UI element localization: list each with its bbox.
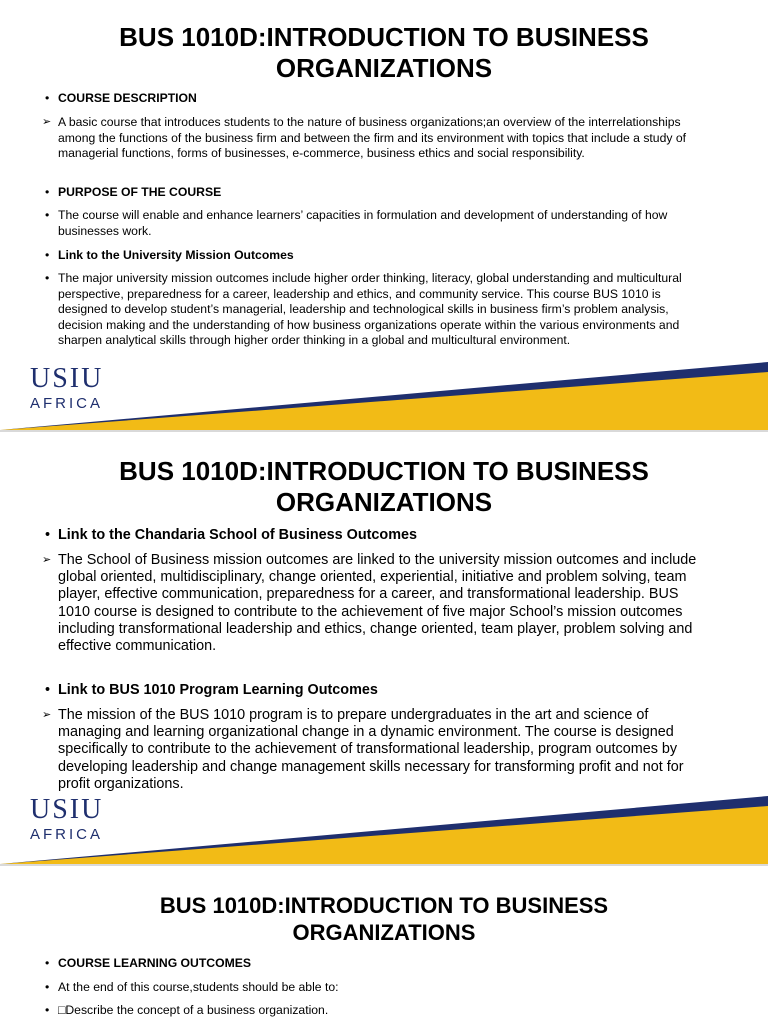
bullet-icon: •: [45, 271, 50, 285]
slide-title: [0, 22, 768, 84]
paragraph: A basic course that introduces students to the nature of business organizations;an overview of the interrelationships among the functions of the business firm and between the firm and its environment with topics that include a study of managerial functions, forms of businesses, e-commerce, business ethics and social responsibility.: [58, 115, 687, 161]
slide-2: [0, 432, 768, 864]
slide-1: [0, 0, 768, 430]
list-item: [42, 552, 698, 655]
paragraph: The course will enable and enhance learners’ capacities in formulation and development of understanding of how businesses work.: [58, 208, 668, 238]
arrow-bullet-icon: ➢: [42, 116, 52, 128]
paragraph: The major university mission outcomes include higher order thinking, literacy, global understanding and multicultural perspective, preparedness for a career, leadership and ethics, and community service. This course BUS 1010 is designed to develop student’s managerial, leadership and technological skills in business firm’s problem analysis, decision making and the understanding of how business organizations operate within the various environments and sharpen analytical skills through higher order thinking in a global and multicultural environment.: [58, 271, 682, 348]
bullet-icon: •: [45, 527, 51, 543]
paragraph: At the end of this course,students should be able to:: [58, 980, 339, 994]
section-heading: Link to the Chandaria School of Business Outcomes: [58, 527, 418, 543]
slide-3: [0, 866, 768, 1024]
section-heading: Link to the University Mission Outcomes: [58, 248, 294, 262]
section-heading: COURSE DESCRIPTION: [58, 91, 197, 105]
slide-title-line-1: BUS 1010D:INTRODUCTION TO BUSINESS: [119, 22, 649, 52]
section-heading: COURSE LEARNING OUTCOMES: [58, 956, 251, 970]
logo-africa-text: AFRICA: [30, 395, 104, 412]
list-item: [45, 980, 698, 996]
slide-title-line-1: BUS 1010D:INTRODUCTION TO BUSINESS: [119, 456, 649, 486]
bullet-icon: •: [45, 980, 50, 994]
list-item: [45, 682, 698, 699]
bullet-icon: •: [45, 248, 50, 262]
slide-title-line-2: ORGANIZATIONS: [292, 920, 476, 945]
bullet-icon: •: [45, 185, 50, 199]
list-item: [42, 115, 698, 162]
slide-title: [0, 456, 768, 518]
list-item: [45, 185, 698, 201]
slide-title-line-1: BUS 1010D:INTRODUCTION TO BUSINESS: [159, 893, 609, 918]
paragraph: The mission of the BUS 1010 program is to prepare undergraduates in the art and science of managing and learning organizational change in a dynamic environment. The course is designed specifically to contribute to the achievement of transformational leadership, program outcomes by developing leadership and change management skills necessary for transforming profit and not for profit organizations.: [58, 707, 684, 792]
bullet-icon: •: [45, 1003, 50, 1017]
slide-title: [0, 892, 768, 946]
slide-title-line-2: ORGANIZATIONS: [275, 53, 493, 83]
list-item: [42, 707, 698, 793]
paragraph: The School of Business mission outcomes are linked to the university mission outcomes and include global oriented, multidisciplinary, change oriented, experiential, initiative and problem solving, team player, effective communication, preparedness for a career, and transformational leadership. BUS 1010 course is designed to contribute to the achievement of five major School’s mission outcomes including transformational leadership and ethics, change oriented, team player, problem solving and effective communication.: [58, 552, 697, 655]
logo-usiu-text: USIU: [30, 794, 104, 825]
slide-title-line-2: ORGANIZATIONS: [275, 487, 493, 517]
bullet-icon: •: [45, 208, 50, 222]
list-item: [45, 527, 698, 544]
arrow-bullet-icon: ➢: [42, 554, 52, 566]
footer-swoosh: [0, 794, 768, 864]
bullet-icon: •: [45, 956, 50, 970]
list-item: [45, 271, 698, 349]
list-item: [45, 91, 698, 107]
logo-usiu-text: USIU: [30, 363, 104, 394]
list-item: [45, 248, 698, 264]
logo-africa-text: AFRICA: [30, 826, 104, 843]
bullet-icon: •: [45, 91, 50, 105]
list-item: [45, 1003, 698, 1019]
section-heading: Link to BUS 1010 Program Learning Outcomes: [58, 682, 378, 698]
section-heading: PURPOSE OF THE COURSE: [58, 185, 222, 199]
arrow-bullet-icon: ➢: [42, 709, 52, 721]
list-item: [45, 956, 698, 972]
footer-swoosh: [0, 360, 768, 430]
bullet-icon: •: [45, 682, 51, 698]
list-item: [45, 208, 698, 239]
paragraph: □Describe the concept of a business organization.: [58, 1003, 329, 1017]
